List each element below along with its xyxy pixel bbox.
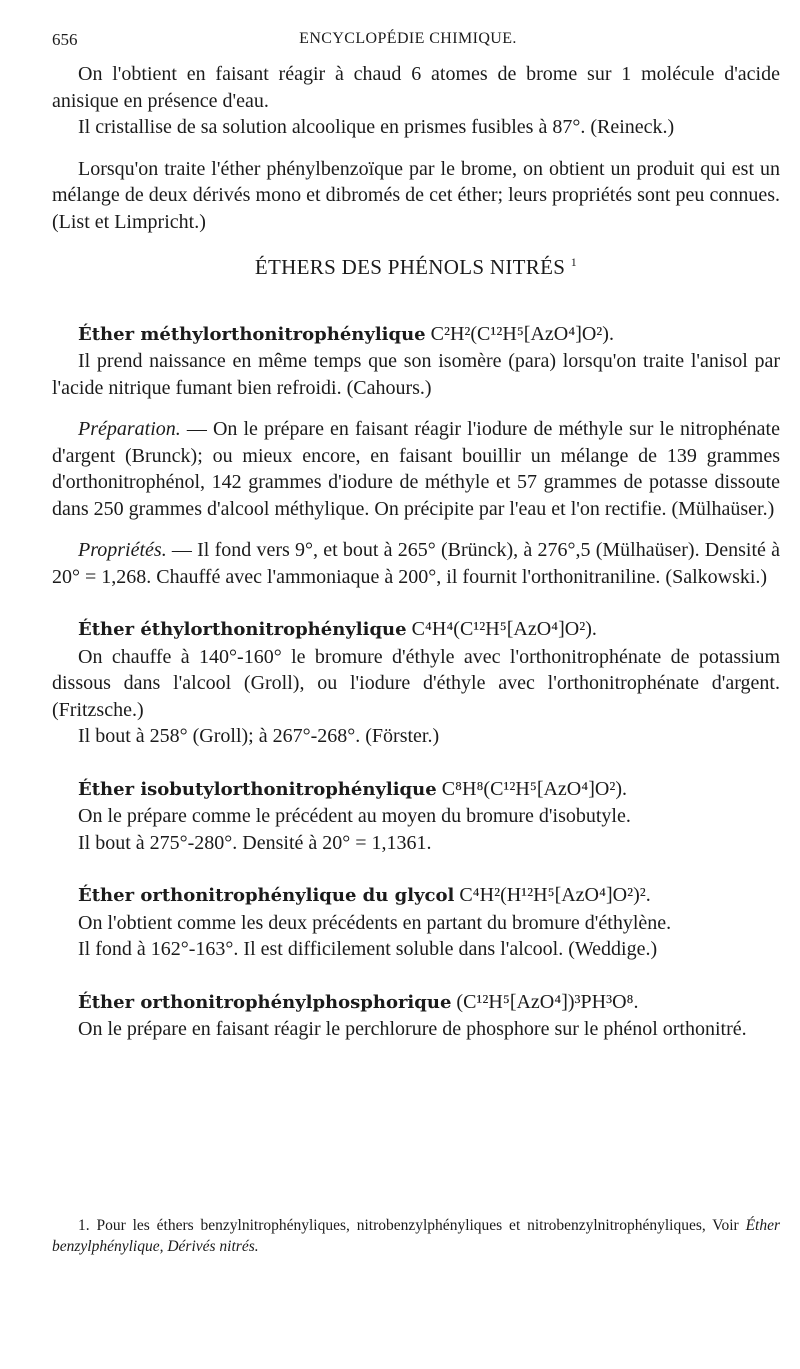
paragraph-lead: Propriétés.: [78, 539, 167, 561]
section-heading: [52, 249, 780, 281]
page-number: 656: [52, 30, 78, 49]
compound-formula: C²H²(C¹²H⁵[AzO⁴]O²).: [430, 322, 614, 345]
compound-name: Éther méthylorthonitrophénylique: [78, 323, 426, 345]
footnote-body: Pour les éthers benzylnitrophényliques, nitrobenzylphényliques et nitrobenzylnitrophényliques, Voir: [96, 1217, 739, 1234]
compound-formula: (C¹²H⁵[AzO⁴])³PH³O⁸.: [456, 990, 639, 1013]
footnote-reference: Éther benzylphénylique, Dérivés nitrés.: [52, 1217, 780, 1255]
page-body: [52, 61, 780, 1043]
paragraph: Il cristallise de sa solution alcoolique en prismes fusibles à 87°. (Reineck.): [78, 116, 675, 138]
paragraph: Il bout à 258° (Groll); à 267°-268°. (Förster.): [78, 725, 440, 747]
entry-heading: [52, 616, 780, 644]
paragraph: On le prépare en faisant réagir le perchlorure de phosphore sur le phénol orthonitré.: [78, 1018, 747, 1040]
paragraph: On l'obtient en faisant réagir à chaud 6 atomes de brome sur 1 molécule d'acide anisique en présence d'eau.: [52, 63, 780, 112]
paragraph: Lorsqu'on traite l'éther phénylbenzoïque par le brome, on obtient un produit qui est un mélange de deux dérivés mono et dibromés de cet éther; leurs propriétés sont peu connues. (List et Limpricht.): [52, 157, 780, 233]
footnote: [52, 1215, 780, 1257]
entry-heading: [52, 321, 780, 349]
footnote-text: [52, 1215, 780, 1257]
compound-name: Éther isobutylorthonitrophénylique: [78, 778, 437, 800]
compound-name: Éther éthylorthonitrophénylique: [78, 619, 407, 640]
paragraph: On l'obtient comme les deux précédents en partant du bromure d'éthylène.: [78, 911, 672, 934]
compound-formula: C⁴H²(H¹²H⁵[AzO⁴]O²)².: [459, 884, 651, 906]
compound-name: Éther orthonitrophénylique du glycol: [78, 885, 455, 906]
paragraph-text: — On le prépare en faisant réagir l'iodure de méthyle sur le nitrophénate d'argent (Brunck); ou mieux encore, en faisant bouillir un mélange de 139 grammes d'orthonitrophénol, 142 grammes d'iodure de méthyle et 57 grammes de potasse dissoute dans 250 grammes d'alcool méthylique. On précipite par l'eau et l'on rectifie. (Mülhaüser.): [52, 418, 780, 520]
page-header: [52, 30, 764, 54]
paragraph: Il prend naissance en même temps que son isomère (para) lorsqu'on traite l'anisol par l'acide nitrique fumant bien refroidi. (Cahours.): [52, 350, 780, 399]
paragraph: [52, 537, 780, 590]
compound-formula: C⁴H⁴(C¹²H⁵[AzO⁴]O²).: [411, 618, 597, 640]
compound-name: Éther orthonitrophénylphosphorique: [78, 991, 452, 1013]
paragraph: On le prépare comme le précédent au moyen du bromure d'isobutyle.: [78, 805, 631, 827]
running-title: ENCYCLOPÉDIE CHIMIQUE.: [299, 30, 517, 47]
footnote-marker: 1: [570, 255, 578, 269]
entry-heading: [52, 776, 780, 804]
paragraph-lead: Préparation.: [78, 418, 181, 440]
paragraph: [52, 416, 780, 522]
entry-heading: [52, 882, 780, 910]
paragraph: On chauffe à 140°-160° le bromure d'éthyle avec l'orthonitrophénate de potassium dissous dans l'alcool (Groll), ou l'iodure d'éthyle avec l'orthonitrophénate d'argent. (Fritzsche.): [52, 645, 780, 721]
compound-formula: C⁸H⁸(C¹²H⁵[AzO⁴]O²).: [441, 777, 627, 800]
section-title: ÉTHERS DES PHÉNOLS NITRÉS: [254, 255, 566, 279]
paragraph-text: — Il fond vers 9°, et bout à 265° (Brünck), à 276°,5 (Mülhaüser). Densité à 20° = 1,268. Chauffé avec l'ammoniaque à 200°, il fournit l'orthonitraniline. (Salkowski.): [52, 539, 780, 588]
paragraph: Il fond à 162°-163°. Il est difficilement soluble dans l'alcool. (Weddige.): [78, 938, 658, 960]
footnote-number: 1.: [78, 1217, 90, 1234]
paragraph: Il bout à 275°-280°. Densité à 20° = 1,1361.: [78, 831, 432, 854]
entry-heading: [52, 989, 780, 1017]
